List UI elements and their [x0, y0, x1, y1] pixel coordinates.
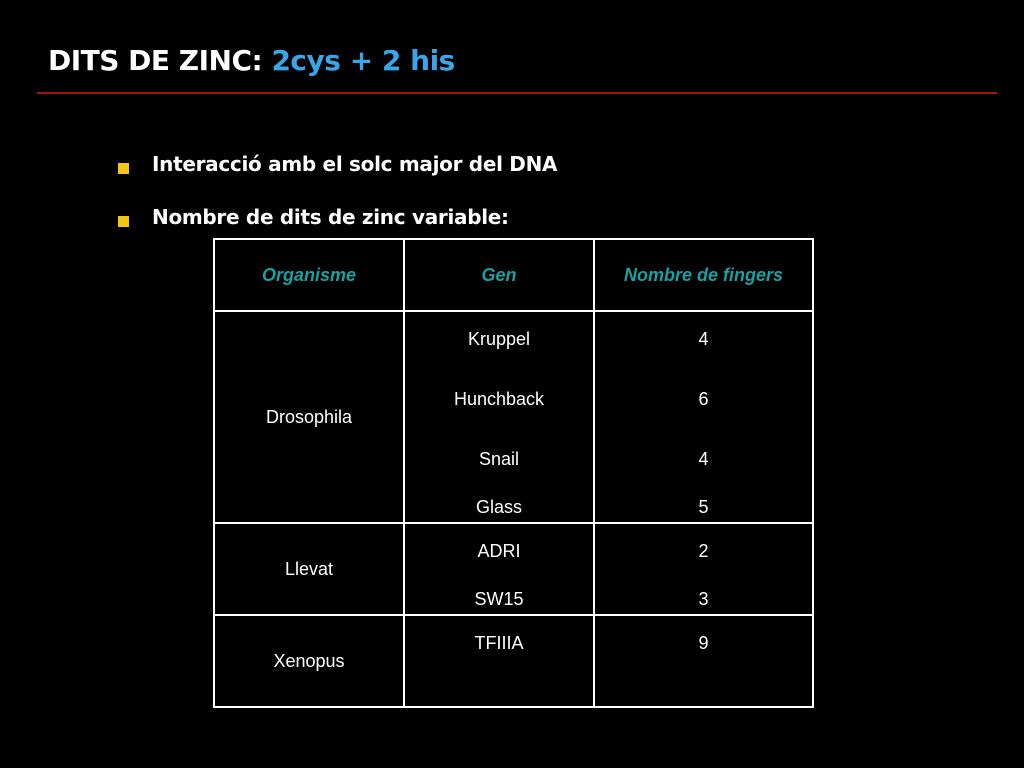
finger-count: 3: [698, 589, 709, 609]
table-header-row: [214, 239, 813, 311]
table-row: [214, 311, 813, 523]
finger-count: 4: [698, 329, 709, 349]
finger-count: 9: [698, 633, 709, 653]
zinc-finger-table: [213, 238, 814, 708]
gene-name: Hunchback: [453, 389, 545, 409]
gene-name: TFIIIA: [474, 633, 524, 653]
header-organisme: Organisme: [214, 239, 404, 311]
gene-name: Snail: [478, 449, 520, 469]
organism-cell: Xenopus: [214, 615, 404, 707]
fingers-cell: [594, 615, 813, 707]
gene-name: Glass: [475, 497, 522, 517]
gene-name: Kruppel: [467, 329, 531, 349]
title-divider: [37, 92, 997, 94]
gene-cell: [404, 615, 594, 707]
finger-count: 6: [698, 389, 709, 409]
bullet-square-icon: [118, 163, 129, 174]
table-row: [214, 615, 813, 707]
header-gen: Gen: [404, 239, 594, 311]
fingers-cell: [594, 523, 813, 615]
header-fingers: Nombre de fingers: [594, 239, 813, 311]
table-row: [214, 523, 813, 615]
finger-count: 2: [698, 541, 709, 561]
fingers-cell: [594, 311, 813, 523]
finger-count-placeholder: [595, 676, 812, 706]
slide-title: [48, 44, 455, 77]
gene-name: SW15: [474, 589, 524, 609]
finger-count: 4: [698, 449, 709, 469]
slide-title-accent: 2cys + 2 his: [271, 44, 455, 77]
gene-name: ADRI: [477, 541, 521, 561]
organism-cell: Llevat: [214, 523, 404, 615]
organism-cell: Drosophila: [214, 311, 404, 523]
gene-cell: [404, 523, 594, 615]
gene-cell: [404, 311, 594, 523]
gene-name-placeholder: [405, 676, 593, 706]
bullet-text: Nombre de dits de zinc variable:: [152, 205, 509, 229]
slide-title-main: DITS DE ZINC:: [48, 44, 263, 77]
finger-count: 5: [698, 497, 709, 517]
bullet-square-icon: [118, 216, 129, 227]
bullet-text: Interacció amb el solc major del DNA: [152, 152, 558, 176]
